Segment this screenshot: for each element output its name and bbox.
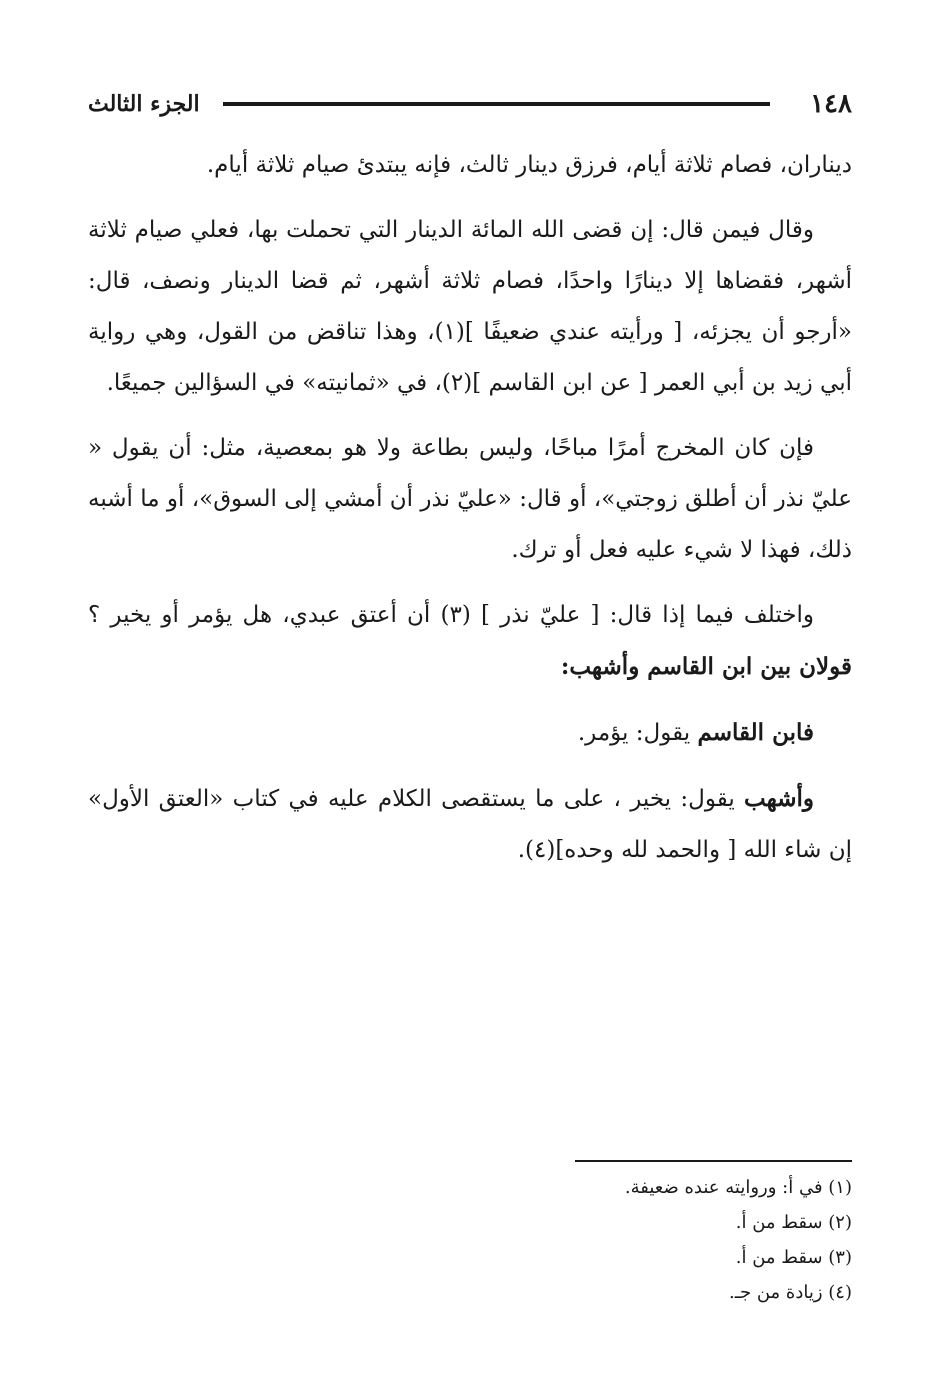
page-header bbox=[88, 88, 852, 124]
paragraph-text: فإن كان المخرج أمرًا مباحًا، وليس بطاعة ولا هو بمعصية، مثل: أن يقول « عليّ نذر أن أطلق زوجتي»، أو قال: «عليّ نذر أن أمشي إلى السوق»، أو ما أشبه ذلك، فهذا لا شيء عليه فعل أو ترك. bbox=[88, 435, 852, 563]
bold-name: وأشهب bbox=[744, 785, 814, 812]
footnote-4: (٤) زيادة من جـ. bbox=[729, 1282, 852, 1303]
paragraph-text: واختلف فيما إذا قال: [ عليّ نذر ] (٣) أن أعتق عبدي، هل يؤمر أو يخير ؟ bbox=[88, 602, 814, 628]
footnote-1: (١) في أ: وروايته عنده ضعيفة. bbox=[624, 1177, 852, 1198]
paragraph-3 bbox=[88, 423, 852, 576]
paragraph-text: يقول: يخير ، على ما يستقصى الكلام عليه في كتاب «العتق الأول» إن شاء الله [ والحمد لله وحده](٤). bbox=[88, 786, 852, 863]
header-rule bbox=[223, 102, 770, 106]
footnote-3: (٣) سقط من أ. bbox=[735, 1247, 852, 1268]
bold-heading: قولان بين ابن القاسم وأشهب: bbox=[560, 653, 852, 680]
paragraph-6 bbox=[88, 773, 852, 876]
bold-name: فابن القاسم bbox=[697, 719, 814, 746]
paragraph-text: وقال فيمن قال: إن قضى الله المائة الدينار التي تحملت بها، فعلي صيام ثلاثة أشهر، فقضاها إلا دينارًا واحدًا، فصام ثلاثة أشهر، ثم قضا الدينار ونصف، قال: «أرجو أن يجزئه، [ ورأيته عندي ضعيفًا ](١)، وهذا تناقض من القول، وهي رواية أبي زيد بن أبي العمر [ عن ابن القاسم ](٢)، في «ثمانيته» في السؤالين جميعًا. bbox=[88, 217, 852, 396]
footnotes bbox=[520, 1170, 852, 1310]
paragraph-4 bbox=[88, 590, 852, 693]
footnote-2: (٢) سقط من أ. bbox=[735, 1212, 852, 1233]
main-text bbox=[88, 140, 852, 890]
page-number: ١٤٨ bbox=[810, 89, 852, 119]
paragraph-text: ديناران، فصام ثلاثة أيام، فرزق دينار ثالث، فإنه يبتدئ صيام ثلاثة أيام. bbox=[206, 152, 852, 178]
paragraph-text: يقول: يؤمر. bbox=[577, 720, 698, 746]
paragraph-1 bbox=[88, 140, 852, 191]
footnote-rule bbox=[575, 1160, 852, 1162]
paragraph-2 bbox=[88, 205, 852, 409]
running-title: الجزء الثالث bbox=[88, 91, 200, 117]
paragraph-5 bbox=[88, 707, 852, 759]
